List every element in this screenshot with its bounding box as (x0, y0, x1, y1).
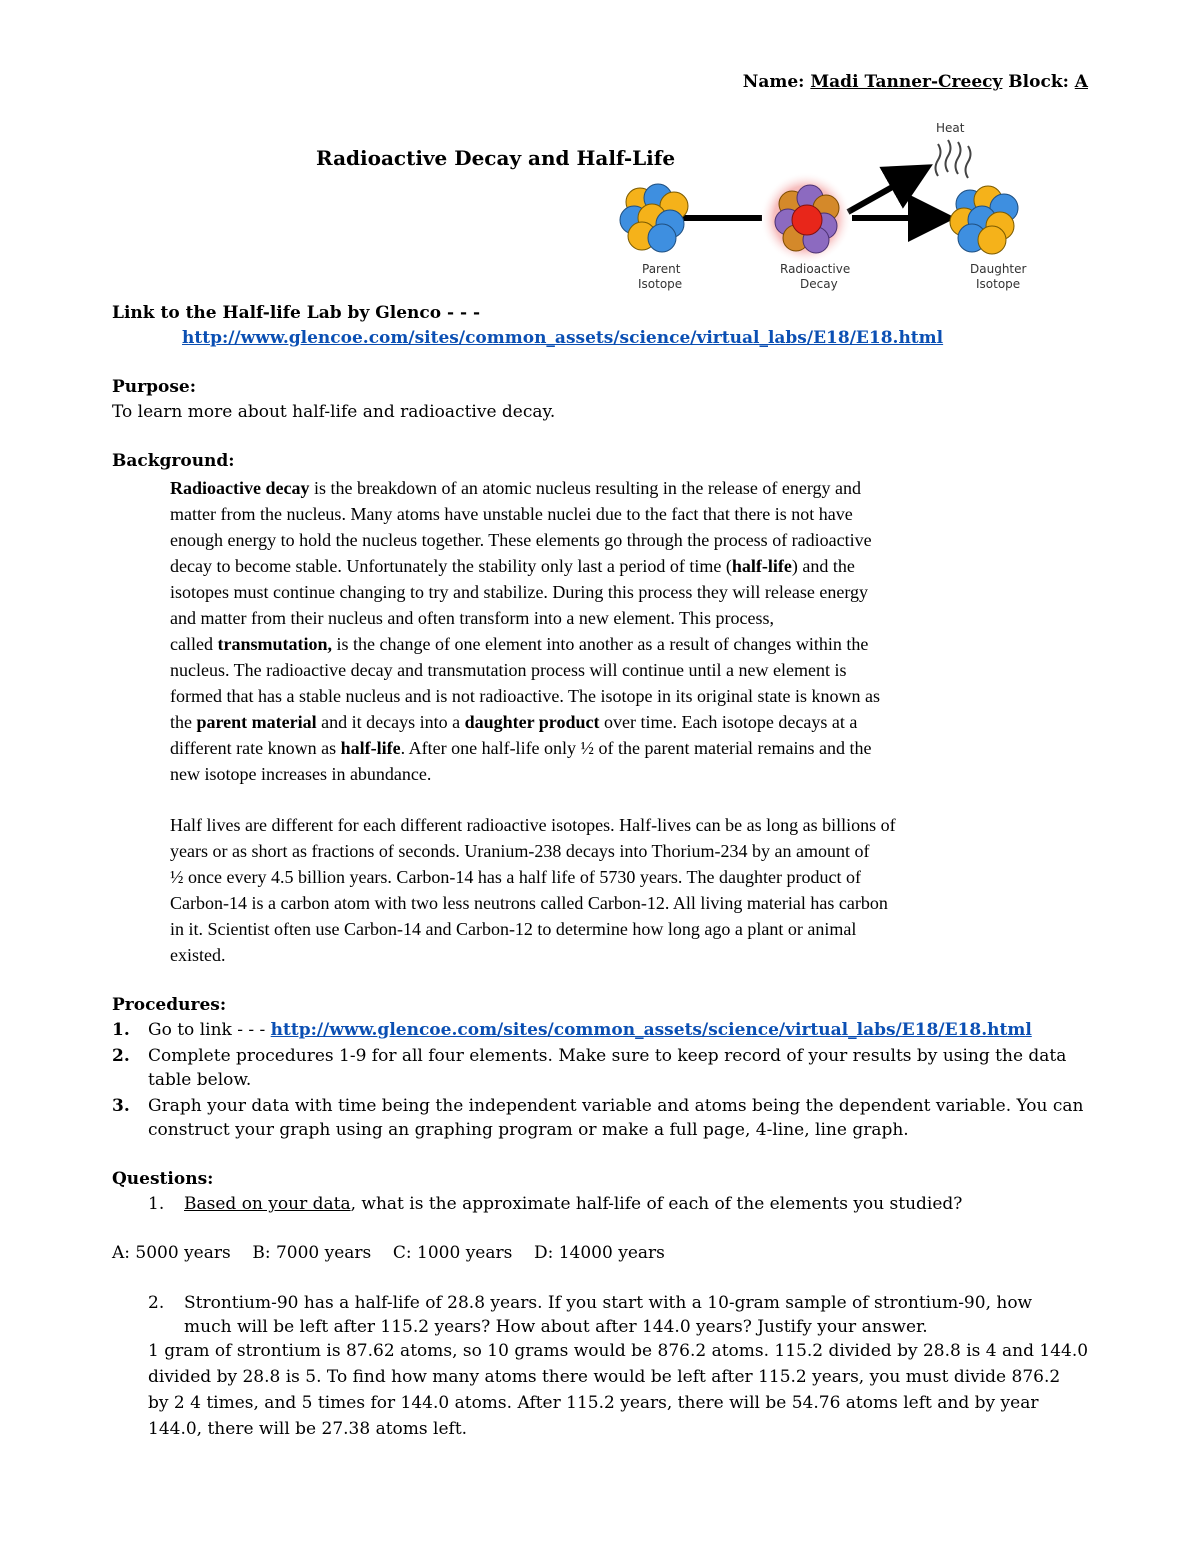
bg-line: years or as short as fractions of seconds. Uranium-238 decays into Thorium-234 by an amount of (170, 841, 870, 861)
term-half-life: half-life (731, 556, 792, 576)
parent-label-2: Isotope (638, 277, 683, 291)
question-text: , what is the approximate half-life of each of the elements you studied? (350, 1194, 963, 1214)
procedure-lab-link[interactable]: http://www.glencoe.com/sites/common_assets/science/virtual_labs/E18/E18.html (270, 1020, 1032, 1040)
term-radioactive-decay: Radioactive decay (170, 478, 310, 498)
heat-arrow (848, 176, 912, 212)
name-label: Name: (742, 72, 805, 92)
procedure-number: 2. (112, 1046, 130, 1066)
question-text: Strontium-90 has a half-life of 28.8 years. If you start with a 10-gram sample of strontium-90, how (184, 1293, 1033, 1313)
radioactive-decay-diagram (612, 112, 1048, 300)
procedure-text: table below. (148, 1070, 252, 1090)
bg-line: . After one half-life only ½ of the parent material remains and the (400, 738, 872, 758)
procedures-heading: Procedures: (112, 995, 227, 1015)
term-transmutation: transmutation, (217, 634, 332, 654)
purpose-heading: Purpose: (112, 377, 196, 397)
lab-link-label: Link to the Half-life Lab by Glenco - - - (112, 303, 481, 323)
bg-line: nucleus. The radioactive decay and transmutation process will continue until a new element is (170, 660, 847, 680)
daughter-label-1: Daughter (970, 262, 1027, 276)
bg-line: and it decays into a (316, 712, 465, 732)
block-value: A (1074, 72, 1088, 92)
term-daughter-product: daughter product (464, 712, 600, 732)
heat-waves-icon (936, 140, 971, 178)
question-1-answer: A: 5000 years B: 7000 years C: 1000 years D: 14000 years (112, 1243, 665, 1263)
procedure-text: Graph your data with time being the independent variable and atoms being the dependent variable. You can (148, 1096, 1084, 1116)
bg-line: matter from the nucleus. Many atoms have unstable nuclei due to the fact that there is not have (170, 504, 853, 524)
questions-heading: Questions: (112, 1169, 214, 1189)
answer-line: 1 gram of strontium is 87.62 atoms, so 10 grams would be 876.2 atoms. 115.2 divided by 28.8 is 4 and 144.0 (148, 1341, 1089, 1361)
procedure-number: 3. (112, 1096, 130, 1116)
procedure-item-1 (148, 1017, 1032, 1043)
bg-line: in it. Scientist often use Carbon-14 and Carbon-12 to determine how long ago a plant or animal (170, 919, 857, 939)
bg-line: isotopes must continue changing to try and stabilize. During this process they will release energy (170, 582, 869, 602)
bg-line: is the breakdown of an atomic nucleus resulting in the release of energy and (309, 478, 861, 498)
term-half-life: half-life (340, 738, 401, 758)
answer-line: divided by 28.8 is 5. To find how many atoms there would be left after 115.2 years, you must divide 876.2 (148, 1367, 1061, 1387)
daughter-label-2: Isotope (976, 277, 1021, 291)
page-title: Radioactive Decay and Half-Life (316, 146, 676, 170)
bg-line: is the change of one element into another as a result of changes within the (332, 634, 869, 654)
bg-line: existed. (170, 945, 226, 965)
question-text: much will be left after 115.2 years? How about after 144.0 years? Justify your answer. (184, 1317, 928, 1337)
bg-line: called (170, 634, 218, 654)
parent-label-1: Parent (642, 262, 681, 276)
daughter-isotope-icon (950, 186, 1018, 254)
bg-line: ) and the (791, 556, 855, 576)
procedure-text: Complete procedures 1-9 for all four elements. Make sure to keep record of your results by using the data (148, 1046, 1067, 1066)
answer-line: 144.0, there will be 27.38 atoms left. (148, 1419, 468, 1439)
bg-line: over time. Each isotope decays at a (599, 712, 858, 732)
term-parent-material: parent material (196, 712, 317, 732)
bg-line: the (170, 712, 197, 732)
bg-line: new isotope increases in abundance. (170, 764, 432, 784)
lab-link[interactable]: http://www.glencoe.com/sites/common_assets/science/virtual_labs/E18/E18.html (182, 328, 944, 348)
bg-line: ½ once every 4.5 billion years. Carbon-14 has a half life of 5730 years. The daughter product of (170, 867, 861, 887)
parent-isotope-icon (620, 184, 688, 252)
purpose-text: To learn more about half-life and radioactive decay. (112, 402, 556, 422)
bg-line: and matter from their nucleus and often transform into a new element. This process, (170, 608, 774, 628)
question-underlined: Based on your data (184, 1194, 351, 1214)
question-number: 2. (148, 1293, 165, 1313)
bg-line: formed that has a stable nucleus and is not radioactive. The isotope in its original state is known as (170, 686, 881, 706)
answer-line: by 2 4 times, and 5 times for 144.0 atoms. After 115.2 years, there will be 54.76 atoms left and by year (148, 1393, 1039, 1413)
bg-line: Half lives are different for each different radioactive isotopes. Half-lives can be as long as billions of (170, 815, 896, 835)
student-name-block (743, 72, 1088, 92)
student-name: Madi Tanner-Creecy (810, 72, 1003, 92)
question-number: 1. (148, 1194, 165, 1214)
bg-line: enough energy to hold the nucleus together. These elements go through the process of radioactive (170, 530, 872, 550)
procedure-text: Go to link - - - (148, 1020, 271, 1040)
heat-label: Heat (936, 121, 965, 135)
procedure-text: construct your graph using an graphing program or make a full page, 4-line, line graph. (148, 1120, 909, 1140)
bg-line: decay to become stable. Unfortunately the stability only last a period of time ( (170, 556, 732, 576)
decay-label-2: Decay (800, 277, 838, 291)
background-heading: Background: (112, 451, 235, 471)
question-1 (184, 1191, 962, 1217)
decay-label-1: Radioactive (780, 262, 851, 276)
procedure-number: 1. (112, 1020, 130, 1040)
bg-line: Carbon-14 is a carbon atom with two less neutrons called Carbon-12. All living material has carbon (170, 893, 888, 913)
block-label: Block: (1008, 72, 1069, 92)
bg-line: different rate known as (170, 738, 341, 758)
